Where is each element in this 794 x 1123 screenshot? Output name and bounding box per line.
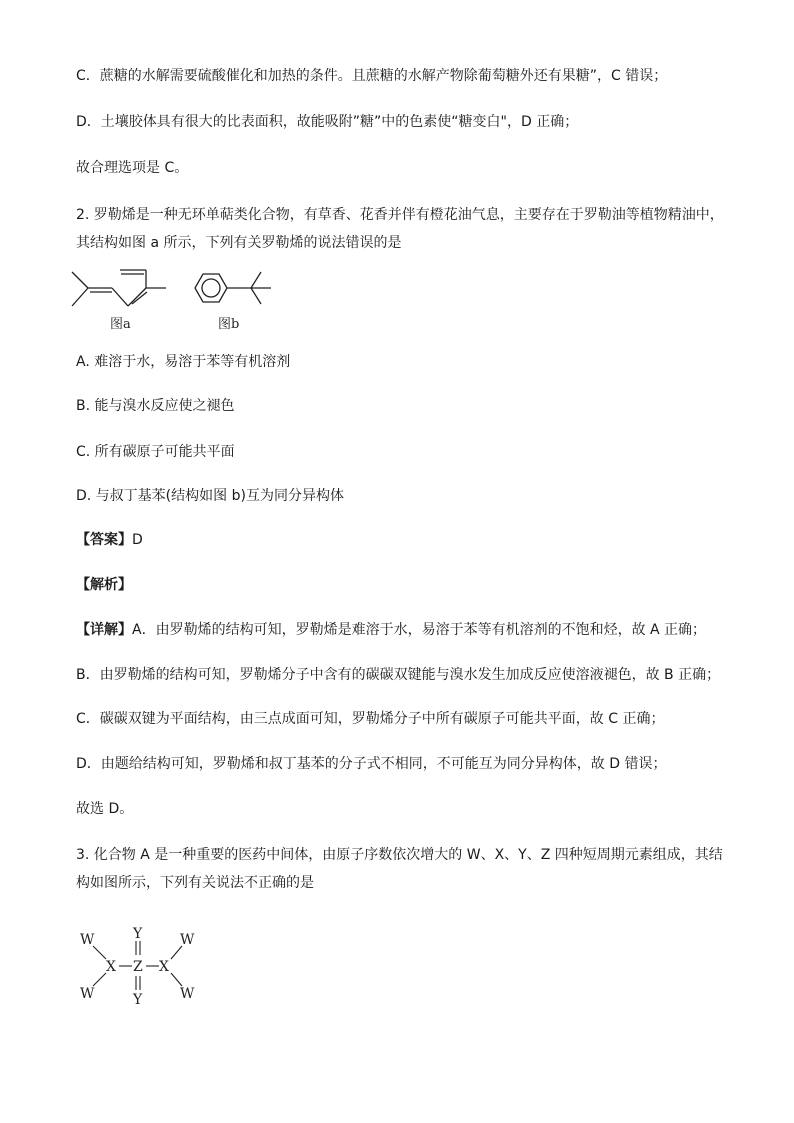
atom-w-top-left: W <box>80 932 95 948</box>
detail-line-a <box>76 620 706 640</box>
option-b: B. 能与溴水反应使之褪色 <box>76 398 235 414</box>
detail-a-text: A．由罗勒烯的结构可知，罗勒烯是难溶于水，易溶于苯等有机溶剂的不饱和烃，故 A 正确； <box>132 622 707 638</box>
analysis-tag <box>76 575 132 595</box>
option-a: A. 难溶于水，易溶于苯等有机溶剂 <box>76 354 291 370</box>
option-d: D. 与叔丁基苯(结构如图 b)互为同分异构体 <box>76 488 344 504</box>
figure-b-tert-butylbenzene-structure <box>185 262 285 334</box>
atom-z-center: Z <box>133 959 143 975</box>
detail-line-b: B．由罗勒烯的结构可知，罗勒烯分子中含有的碳碳双键能与溴水发生加成反应使溶液褪色，故 B 正确； <box>76 667 721 683</box>
figure-a-ocimene-structure <box>66 262 176 334</box>
analysis-label: 【解析】 <box>76 577 132 593</box>
detail-conclusion: 故选 D。 <box>76 801 134 817</box>
answer-tag: 【答案】 <box>76 532 132 548</box>
text-line-c-option-explanation: C．蔗糖的水解需要硫酸催化和加热的条件。且蔗糖的水解产物除葡萄糖外还有果糖”，C 错误； <box>76 68 668 84</box>
atom-x-left: X <box>106 959 116 975</box>
option-c: C. 所有碳原子可能共平面 <box>76 444 235 460</box>
atom-w-top-right: W <box>180 932 195 948</box>
figure-a-label: 图a <box>110 317 131 332</box>
atom-y-top: Y <box>133 926 143 942</box>
atom-w-bottom-left: W <box>80 986 95 1002</box>
question-3-stem-line-1: 3. 化合物 A 是一种重要的医药中间体，由原子序数依次增大的 W、X、Y、Z 四种短周期元素组成，其结 <box>76 847 723 863</box>
answer-value: D <box>132 532 143 548</box>
answer-line <box>76 530 143 550</box>
detail-line-c: C．碳碳双键为平面结构，由三点成面可知，罗勒烯分子中所有碳原子可能共平面，故 C 正确； <box>76 711 665 727</box>
atom-x-right: X <box>159 959 169 975</box>
detail-line-d: D．由题给结构可知，罗勒烯和叔丁基苯的分子式不相同，不可能互为同分异构体，故 D 错误； <box>76 756 667 772</box>
question-3-stem-line-2: 构如图所示，下列有关说法不正确的是 <box>76 875 314 891</box>
figure-b-label: 图b <box>218 317 240 332</box>
atom-y-bottom: Y <box>133 992 143 1008</box>
atom-w-bottom-right: W <box>180 986 195 1002</box>
question-2-stem-line-2: 其结构如图 a 所示，下列有关罗勒烯的说法错误的是 <box>76 235 402 251</box>
question-2-stem-line-1: 2. 罗勒烯是一种无环单萜类化合物，有草香、花香并伴有橙花油气息，主要存在于罗勒油等植物精油中， <box>76 207 724 223</box>
detail-tag: 【详解】 <box>76 622 132 638</box>
text-line-d-option-explanation: D．土壤胶体具有很大的比表面积，故能吸附”糖”中的色素使“糖变白"，D 正确； <box>76 114 579 130</box>
text-line-conclusion: 故合理选项是 C。 <box>76 160 189 176</box>
question-3-structure-diagram <box>72 924 212 1010</box>
